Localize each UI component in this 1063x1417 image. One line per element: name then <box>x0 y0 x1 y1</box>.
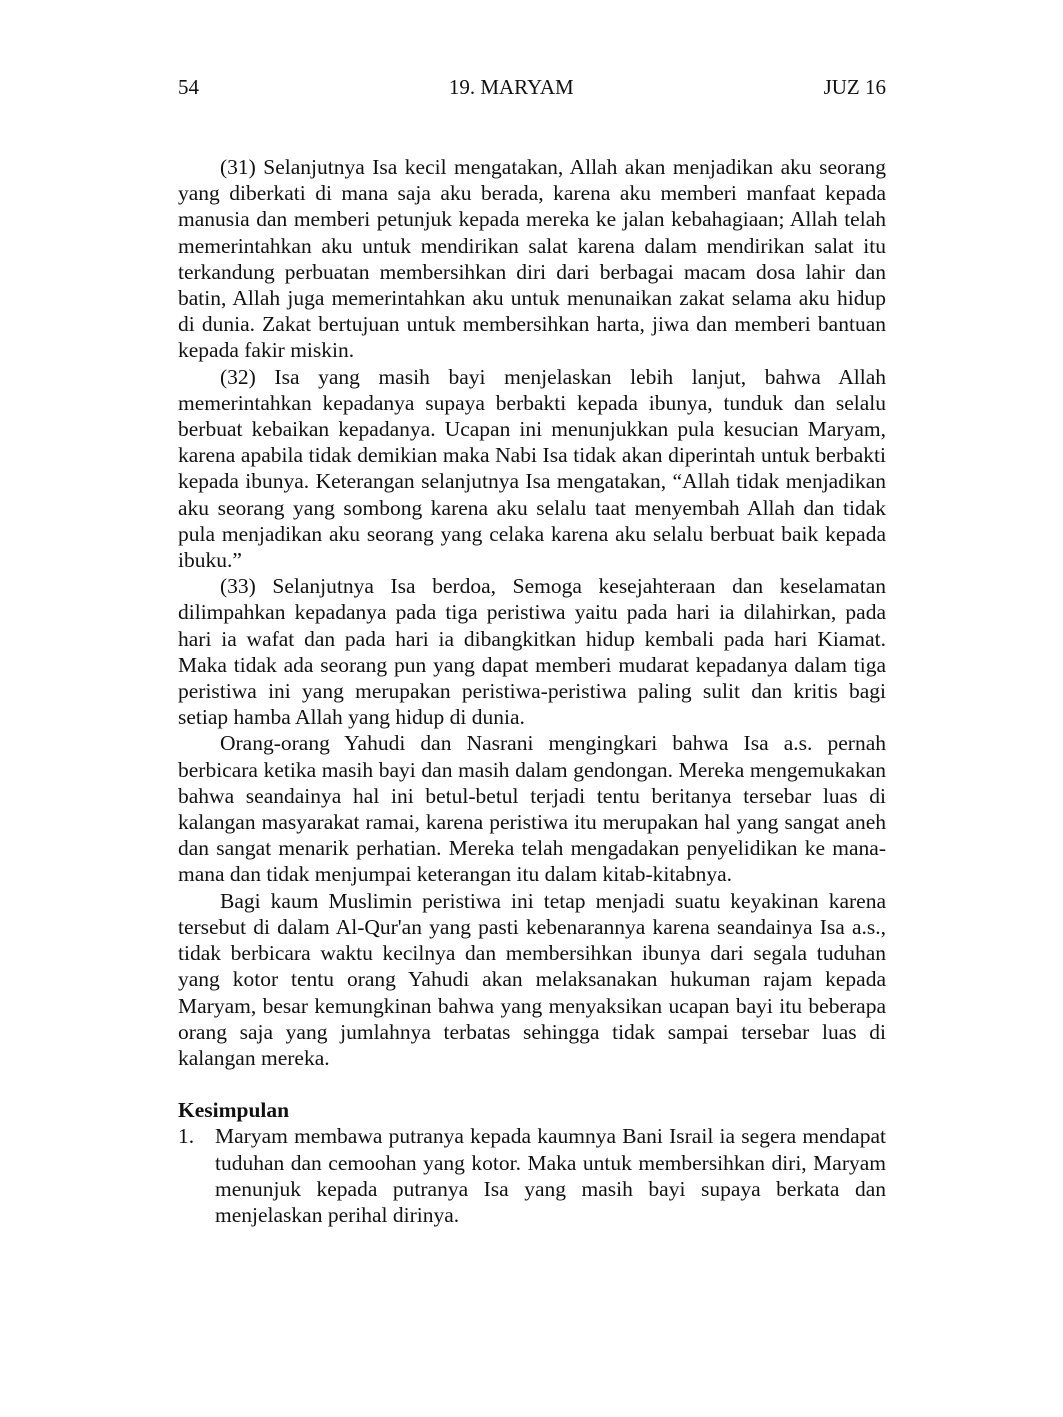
paragraph-verse-33: (33) Selanjutnya Isa berdoa, Semoga kesejahteraan dan keselamatan dilimpahkan kepadanya pada tiga peristiwa yaitu pada hari ia dilahirkan, pada hari ia wafat dan pada hari ia dibangkitkan hidup kembali pada hari Kiamat. Maka tidak ada seorang pun yang dapat memberi mudarat kepadanya dalam tiga peristiwa ini yang merupakan peristiwa-peristiwa paling sulit dan kritis bagi setiap hamba Allah yang hidup di dunia. <box>178 574 886 730</box>
paragraph-muslims: Bagi kaum Muslimin peristiwa ini tetap menjadi suatu keyakinan karena tersebut di dalam Al-Qur'an yang pasti kebenarannya karena seandainya Isa a.s., tidak berbicara waktu kecilnya dan membersihkan ibunya dari segala tuduhan yang kotor tentu orang Yahudi akan melaksanakan hukuman rajam kepada Maryam, besar kemungkinan bahwa yang menyaksikan ucapan bayi itu beberapa orang saja yang jumlahnya terbatas sehingga tidak sampai tersebar luas di kalangan mereka. <box>178 888 886 1070</box>
list-item <box>178 1123 886 1228</box>
page-number: 54 <box>178 75 199 99</box>
juz-label: JUZ 16 <box>823 75 886 99</box>
paragraph-verse-32: (32) Isa yang masih bayi menjelaskan lebih lanjut, bahwa Allah memerintahkan kepadanya supaya berbakti kepada ibunya, tunduk dan selalu berbuat kebaikan kepadanya. Ucapan ini menunjukkan pula kesucian Maryam, karena apabila tidak demikian maka Nabi Isa tidak akan diperintah untuk berbakti kepada ibunya. Keterangan selanjutnya Isa mengatakan, “Allah tidak menjadikan aku seorang yang sombong karena aku selalu taat menyembah Allah dan tidak pula menjadikan aku seorang yang celaka karena aku selalu berbuat baik kepada ibuku.” <box>178 364 886 573</box>
list-item-number: 1. <box>178 1124 195 1149</box>
body-text <box>178 154 886 1228</box>
paragraph-verse-31: (31) Selanjutnya Isa kecil mengatakan, Allah akan menjadikan aku seorang yang diberkati di mana saja aku berada, karena aku memberi manfaat kepada manusia dan memberi petunjuk kepada mereka ke jalan kebahagiaan; Allah telah memerintahkan aku untuk mendirikan salat karena dalam mendirikan salat itu terkandung perbuatan membersihkan diri dari berbagai macam dosa lahir dan batin, Allah juga memerintahkan aku untuk menunaikan zakat selama aku hidup di dunia. Zakat bertujuan untuk membersihkan harta, jiwa dan memberi bantuan kepada fakir miskin. <box>178 155 886 363</box>
running-header <box>178 72 886 102</box>
chapter-title: 19. MARYAM <box>448 75 574 99</box>
conclusion-heading: Kesimpulan <box>178 1098 290 1123</box>
page <box>178 72 886 1228</box>
paragraph-jews-christians: Orang-orang Yahudi dan Nasrani mengingkari bahwa Isa a.s. pernah berbicara ketika masih bayi dan masih dalam gendongan. Mereka mengemukakan bahwa seandainya hal ini betul-betul terjadi tentu beritanya tersebar luas di kalangan masyarakat ramai, karena peristiwa itu merupakan hal yang sangat aneh dan sangat menarik perhatian. Mereka telah mengadakan penyelidikan ke mana-mana dan tidak menjumpai keterangan itu dalam kitab-kitabnya. <box>178 731 886 887</box>
conclusion-list <box>178 1123 886 1228</box>
list-item-text: Maryam membawa putranya kepada kaumnya Bani Israil ia segera mendapat tuduhan dan cemoohan yang kotor. Maka untuk membersihkan diri, Maryam menunjuk kepada putranya Isa yang masih bayi supaya berkata dan menjelaskan perihal dirinya. <box>215 1124 886 1227</box>
